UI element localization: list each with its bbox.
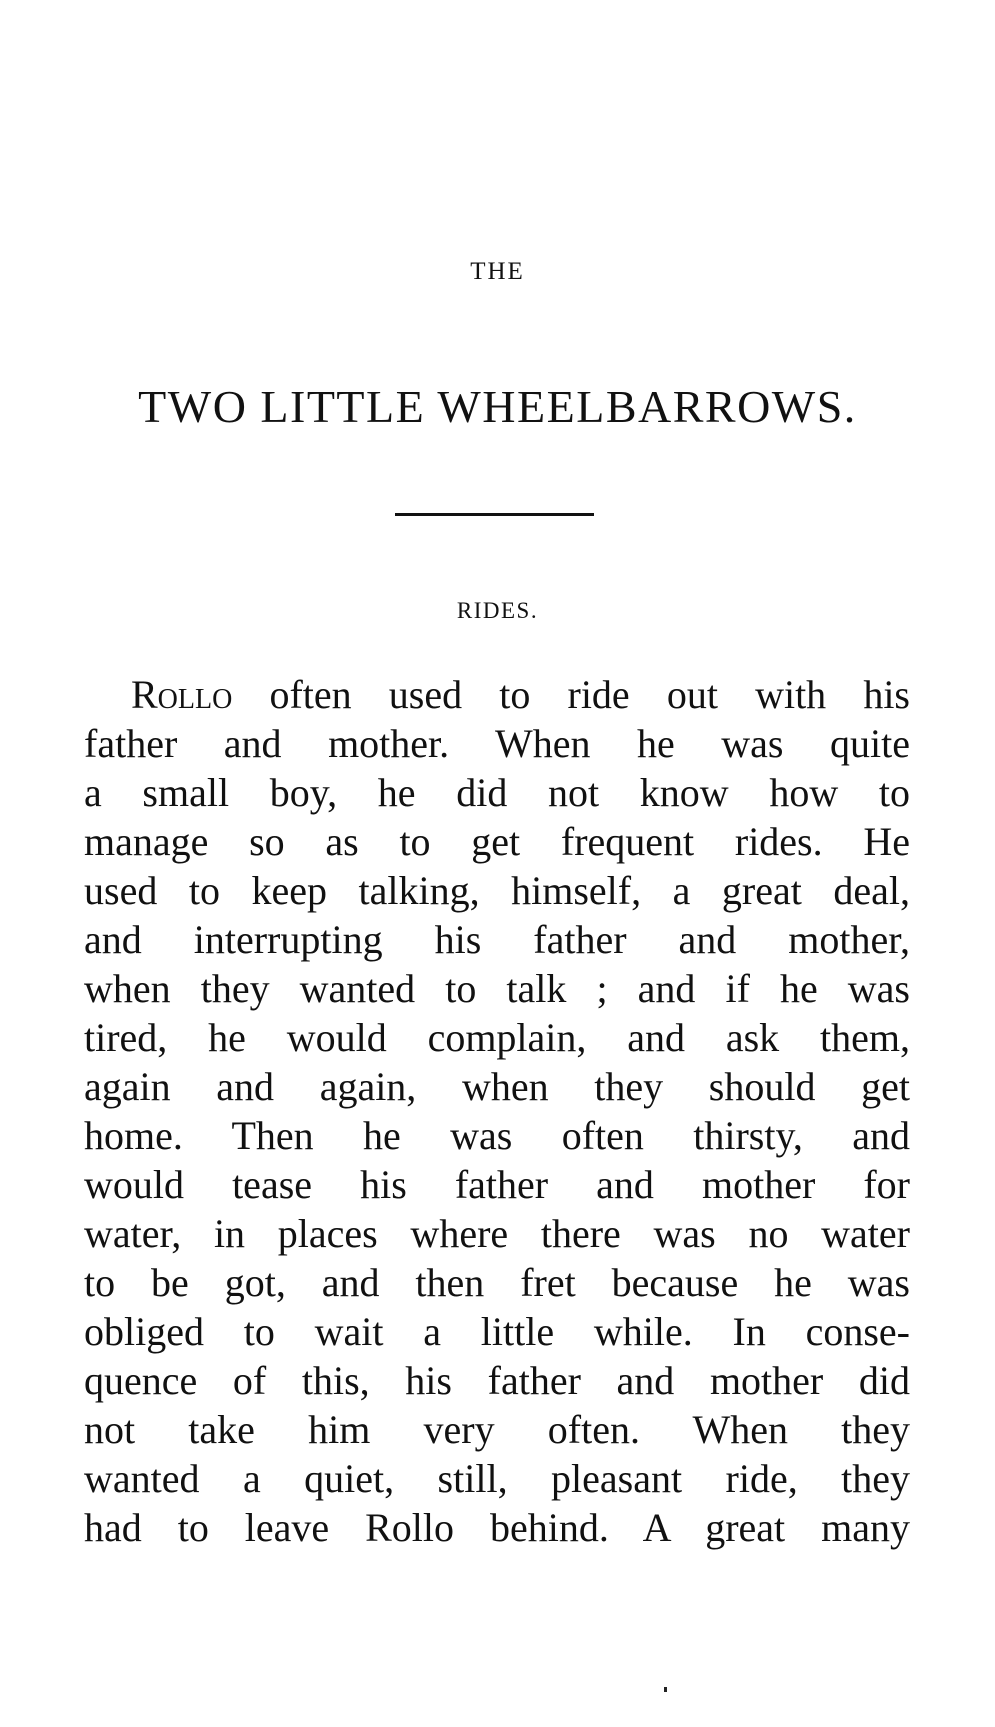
dropcap-word: Rollo (131, 672, 233, 717)
title-divider (395, 513, 594, 516)
text-line: father and mother. When he was quite (84, 721, 910, 766)
text-line: and interrupting his father and mother, (84, 917, 910, 962)
text-line: had to leave Rollo behind. A great many (84, 1505, 910, 1550)
ink-speck (664, 1687, 667, 1692)
text-line: to be got, and then fret because he was (84, 1260, 910, 1305)
section-heading: RIDES. (456, 598, 539, 623)
text-line: used to keep talking, himself, a great deal, (84, 868, 910, 913)
text-line: manage so as to get frequent rides. He (84, 819, 910, 864)
body-paragraph (84, 670, 910, 1552)
text-line: quence of this, his father and mother did (84, 1358, 910, 1403)
text-line: water, in places where there was no water (84, 1211, 910, 1256)
text-line: a small boy, he did not know how to (84, 770, 910, 815)
text-line: tired, he would complain, and ask them, (84, 1015, 910, 1060)
text-line: would tease his father and mother for (84, 1162, 910, 1207)
text-line: again and again, when they should get (84, 1064, 910, 1109)
page-title: TWO LITTLE WHEELBARROWS. (138, 381, 857, 432)
text-line: obliged to wait a little while. In conse- (84, 1309, 910, 1354)
chapter-heading-the: THE (470, 258, 525, 285)
text-line: wanted a quiet, still, pleasant ride, they (84, 1456, 910, 1501)
text-line: Rollo often used to ride out with his (131, 672, 910, 717)
text-line: home. Then he was often thirsty, and (84, 1113, 910, 1158)
text-line: not take him very often. When they (84, 1407, 910, 1452)
text-line: when they wanted to talk ; and if he was (84, 966, 910, 1011)
